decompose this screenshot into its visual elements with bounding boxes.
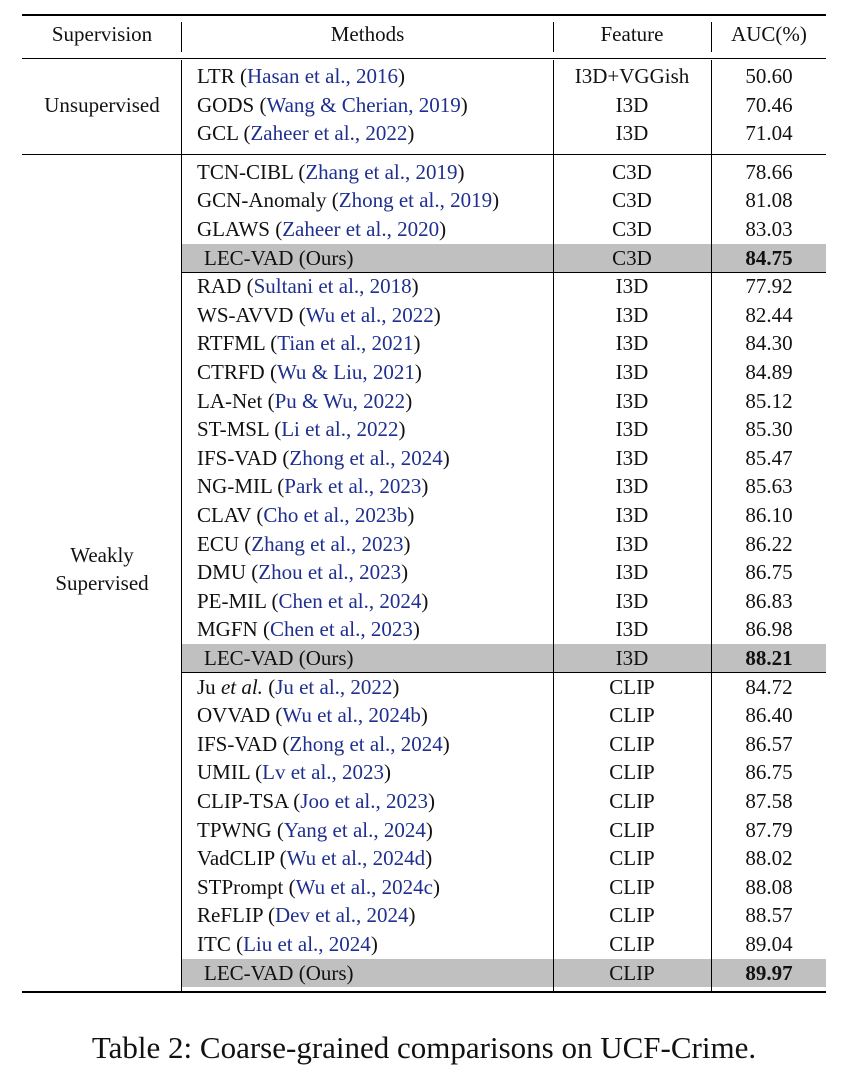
method-name: LA-Net xyxy=(197,388,263,413)
auc-cell: 86.22 xyxy=(745,531,793,556)
citation-link: Ju et al., 2022 xyxy=(275,674,393,699)
method-name: ST-MSL xyxy=(197,417,269,442)
method-cell: NG-MIL (Park et al., 2023) xyxy=(197,474,429,499)
method-cell: TCN-CIBL (Zhang et al., 2019) xyxy=(197,159,465,184)
method-cell: LTR (Hasan et al., 2016) xyxy=(197,64,406,88)
citation-link: Zhang et al., 2023 xyxy=(251,531,404,556)
auc-cell: 86.75 xyxy=(745,560,793,585)
citation-link: Cho et al., 2023b xyxy=(263,503,408,527)
auc-cell: 86.98 xyxy=(745,617,793,642)
method-cell: LEC-VAD (Ours) xyxy=(204,646,354,670)
citation-link: Zaheer et al., 2020 xyxy=(282,217,440,241)
auc-cell: 50.60 xyxy=(745,64,793,88)
method-cell: ECU (Zhang et al., 2023) xyxy=(197,531,411,556)
auc-cell: 88.02 xyxy=(745,846,793,871)
citation-link: Zhong et al., 2024 xyxy=(289,445,443,470)
method-name: ITC xyxy=(197,932,231,956)
feature-cell: I3D xyxy=(615,274,649,299)
feature-cell: I3D+VGGish xyxy=(574,64,690,88)
feature-cell: CLIP xyxy=(609,817,655,842)
method-name: VadCLIP xyxy=(197,846,275,871)
feature-cell: I3D xyxy=(615,445,649,470)
auc-cell: 86.10 xyxy=(745,503,793,527)
feature-cell: I3D xyxy=(615,503,649,527)
auc-cell: 85.63 xyxy=(745,474,793,499)
method-cell: STPrompt (Wu et al., 2024c) xyxy=(197,874,440,899)
method-name: CLAV xyxy=(197,503,252,527)
citation-link: Park et al., 2023 xyxy=(284,474,422,499)
method-name: GLAWS xyxy=(197,217,270,241)
method-name: CLIP-TSA xyxy=(197,789,289,813)
method-name: OVVAD xyxy=(197,703,271,728)
feature-cell: CLIP xyxy=(609,731,655,756)
feature-cell: I3D xyxy=(615,531,649,556)
citation-link: Wang & Cherian, 2019 xyxy=(266,92,461,117)
citation-link: Zaheer et al., 2022 xyxy=(250,121,408,146)
header-vline-3 xyxy=(711,22,712,52)
auc-cell: 84.30 xyxy=(745,331,793,356)
auc-cell: 81.08 xyxy=(745,188,793,213)
auc-cell-best: 88.21 xyxy=(745,646,793,670)
method-name: GCL xyxy=(197,121,239,146)
auc-cell: 86.75 xyxy=(745,760,793,785)
method-cell: ITC (Liu et al., 2024) xyxy=(197,932,378,956)
method-italic: et al. xyxy=(220,674,263,699)
header-auc: AUC(%) xyxy=(731,22,807,46)
table-caption: Table 2: Coarse-grained comparisons on UCF-Crime. xyxy=(91,1030,757,1065)
method-cell: Ju et al. (Ju et al., 2022) xyxy=(197,674,400,699)
auc-cell: 77.92 xyxy=(745,274,793,299)
auc-cell: 71.04 xyxy=(745,121,793,146)
block-separator xyxy=(182,272,826,273)
method-cell: WS-AVVD (Wu et al., 2022) xyxy=(197,302,441,327)
method-name: PE-MIL xyxy=(197,588,267,613)
feature-cell: CLIP xyxy=(609,960,655,985)
feature-cell: I3D xyxy=(615,617,649,642)
citation-link: Zhong et al., 2024 xyxy=(289,731,443,756)
method-cell: CLIP-TSA (Joo et al., 2023) xyxy=(197,789,435,813)
group-label-line: Supervised xyxy=(55,570,149,595)
auc-cell: 87.58 xyxy=(745,789,793,813)
method-name: UMIL xyxy=(197,760,250,785)
feature-cell: I3D xyxy=(615,417,649,442)
method-name: STPrompt xyxy=(197,874,284,899)
feature-cell: CLIP xyxy=(609,903,655,928)
top-rule xyxy=(22,14,826,16)
method-name: DMU xyxy=(197,560,247,585)
auc-cell: 86.83 xyxy=(745,588,793,613)
vline-3 xyxy=(711,155,712,991)
auc-cell-best: 89.97 xyxy=(745,960,793,985)
header-vline-1 xyxy=(181,22,182,52)
method-cell: GCN-Anomaly (Zhong et al., 2019) xyxy=(197,188,500,213)
method-name: IFS-VAD xyxy=(197,731,278,756)
feature-cell: C3D xyxy=(612,217,652,241)
citation-link: Li et al., 2022 xyxy=(281,417,399,442)
auc-cell: 87.79 xyxy=(745,817,793,842)
auc-cell: 83.03 xyxy=(745,217,793,241)
feature-cell: CLIP xyxy=(609,846,655,871)
auc-cell: 88.08 xyxy=(745,874,793,899)
citation-link: Dev et al., 2024 xyxy=(274,903,409,928)
feature-cell: I3D xyxy=(615,588,649,613)
feature-cell: I3D xyxy=(615,474,649,499)
feature-cell: I3D xyxy=(615,388,649,413)
citation-link: Pu & Wu, 2022 xyxy=(274,388,406,413)
method-name: Ju xyxy=(197,674,216,699)
auc-cell: 85.47 xyxy=(745,445,793,470)
vline-3 xyxy=(711,60,712,154)
method-name: LTR xyxy=(197,64,235,88)
feature-cell: CLIP xyxy=(609,932,655,956)
feature-cell: I3D xyxy=(615,331,649,356)
auc-cell: 78.66 xyxy=(745,159,793,184)
method-name: RAD xyxy=(197,274,242,299)
auc-cell: 85.12 xyxy=(745,388,793,413)
feature-cell: CLIP xyxy=(609,674,655,699)
citation-link: Wu et al., 2024d xyxy=(286,846,426,871)
group-rule xyxy=(22,154,826,155)
auc-cell: 84.72 xyxy=(745,674,793,699)
method-cell: IFS-VAD (Zhong et al., 2024) xyxy=(197,445,450,470)
method-cell: GCL (Zaheer et al., 2022) xyxy=(197,121,415,146)
vline-2 xyxy=(553,60,554,154)
method-cell: GLAWS (Zaheer et al., 2020) xyxy=(197,217,447,241)
auc-cell: 70.46 xyxy=(745,92,793,117)
citation-link: Zhong et al., 2019 xyxy=(338,188,493,213)
method-name: GODS xyxy=(197,92,255,117)
method-name: MGFN xyxy=(197,617,258,642)
method-cell: PE-MIL (Chen et al., 2024) xyxy=(197,588,429,613)
method-cell: CTRFD (Wu & Liu, 2021) xyxy=(197,360,422,384)
citation-link: Tian et al., 2021 xyxy=(277,331,414,356)
auc-cell: 82.44 xyxy=(745,302,793,327)
feature-cell: I3D xyxy=(615,302,649,327)
method-cell: DMU (Zhou et al., 2023) xyxy=(197,560,409,585)
auc-cell: 85.30 xyxy=(745,417,793,442)
feature-cell: I3D xyxy=(615,646,649,670)
method-name: GCN-Anomaly xyxy=(197,188,327,213)
method-name: TPWNG xyxy=(197,817,272,842)
feature-cell: CLIP xyxy=(609,760,655,785)
method-name: RTFML xyxy=(197,331,265,356)
method-cell: LEC-VAD (Ours) xyxy=(204,960,354,985)
feature-cell: I3D xyxy=(615,121,649,146)
citation-link: Joo et al., 2023 xyxy=(300,789,428,813)
citation-link: Zhang et al., 2019 xyxy=(305,159,458,184)
method-cell: ReFLIP (Dev et al., 2024) xyxy=(197,903,416,928)
method-name: TCN-CIBL xyxy=(197,159,294,184)
vline-2 xyxy=(553,155,554,991)
method-cell: LEC-VAD (Ours) xyxy=(204,245,354,270)
method-name: ReFLIP xyxy=(197,903,263,928)
feature-cell: CLIP xyxy=(609,874,655,899)
method-cell: RTFML (Tian et al., 2021) xyxy=(197,331,421,356)
group-label-line: Weakly xyxy=(70,542,134,567)
header-vline-2 xyxy=(553,22,554,52)
method-cell: LA-Net (Pu & Wu, 2022) xyxy=(197,388,413,413)
auc-cell: 89.04 xyxy=(745,932,793,956)
method-cell: VadCLIP (Wu et al., 2024d) xyxy=(197,846,433,871)
auc-cell: 86.40 xyxy=(745,703,793,728)
citation-link: Sultani et al., 2018 xyxy=(253,274,412,299)
block-separator xyxy=(182,672,826,673)
method-name: IFS-VAD xyxy=(197,445,278,470)
feature-cell: C3D xyxy=(612,159,652,184)
vline-1 xyxy=(181,60,182,154)
citation-link: Wu et al., 2022 xyxy=(305,302,434,327)
method-cell: MGFN (Chen et al., 2023) xyxy=(197,617,420,642)
method-cell: TPWNG (Yang et al., 2024) xyxy=(197,817,433,842)
method-name: CTRFD xyxy=(197,360,265,384)
auc-cell: 84.89 xyxy=(745,360,793,384)
feature-cell: CLIP xyxy=(609,789,655,813)
feature-cell: I3D xyxy=(615,92,649,117)
header-methods: Methods xyxy=(330,22,405,46)
bottom-rule xyxy=(22,991,826,993)
citation-link: Wu & Liu, 2021 xyxy=(276,360,415,384)
method-cell: RAD (Sultani et al., 2018) xyxy=(197,274,419,299)
method-name: ECU xyxy=(197,531,239,556)
citation-link: Chen et al., 2024 xyxy=(278,588,422,613)
method-cell: CLAV (Cho et al., 2023b) xyxy=(197,503,415,527)
citation-link: Liu et al., 2024 xyxy=(243,932,371,956)
feature-cell: C3D xyxy=(612,245,652,270)
method-cell: OVVAD (Wu et al., 2024b) xyxy=(197,703,428,728)
header-rule xyxy=(22,58,826,59)
citation-link: Yang et al., 2024 xyxy=(283,817,426,842)
citation-link: Chen et al., 2023 xyxy=(269,617,413,642)
citation-link: Lv et al., 2023 xyxy=(262,760,385,785)
auc-cell: 88.57 xyxy=(745,903,793,928)
feature-cell: C3D xyxy=(612,188,652,213)
citation-link: Wu et al., 2024b xyxy=(282,703,421,728)
group-label-unsupervised: Unsupervised xyxy=(44,92,160,117)
header-feature: Feature xyxy=(600,22,664,46)
header-supervision: Supervision xyxy=(51,22,153,46)
method-cell: UMIL (Lv et al., 2023) xyxy=(197,760,392,785)
citation-link: Wu et al., 2024c xyxy=(295,874,433,899)
feature-cell: CLIP xyxy=(609,703,655,728)
method-cell: ST-MSL (Li et al., 2022) xyxy=(197,417,406,442)
feature-cell: I3D xyxy=(615,560,649,585)
method-name: WS-AVVD xyxy=(197,302,294,327)
citation-link: Zhou et al., 2023 xyxy=(258,560,402,585)
feature-cell: I3D xyxy=(615,360,649,384)
method-name: NG-MIL xyxy=(197,474,273,499)
auc-cell: 86.57 xyxy=(745,731,793,756)
group-label-weakly-supervised xyxy=(22,541,182,597)
auc-cell-best: 84.75 xyxy=(745,245,793,270)
vline-1 xyxy=(181,155,182,991)
method-cell: IFS-VAD (Zhong et al., 2024) xyxy=(197,731,450,756)
method-cell: GODS (Wang & Cherian, 2019) xyxy=(197,92,468,117)
citation-link: Hasan et al., 2016 xyxy=(246,64,399,88)
